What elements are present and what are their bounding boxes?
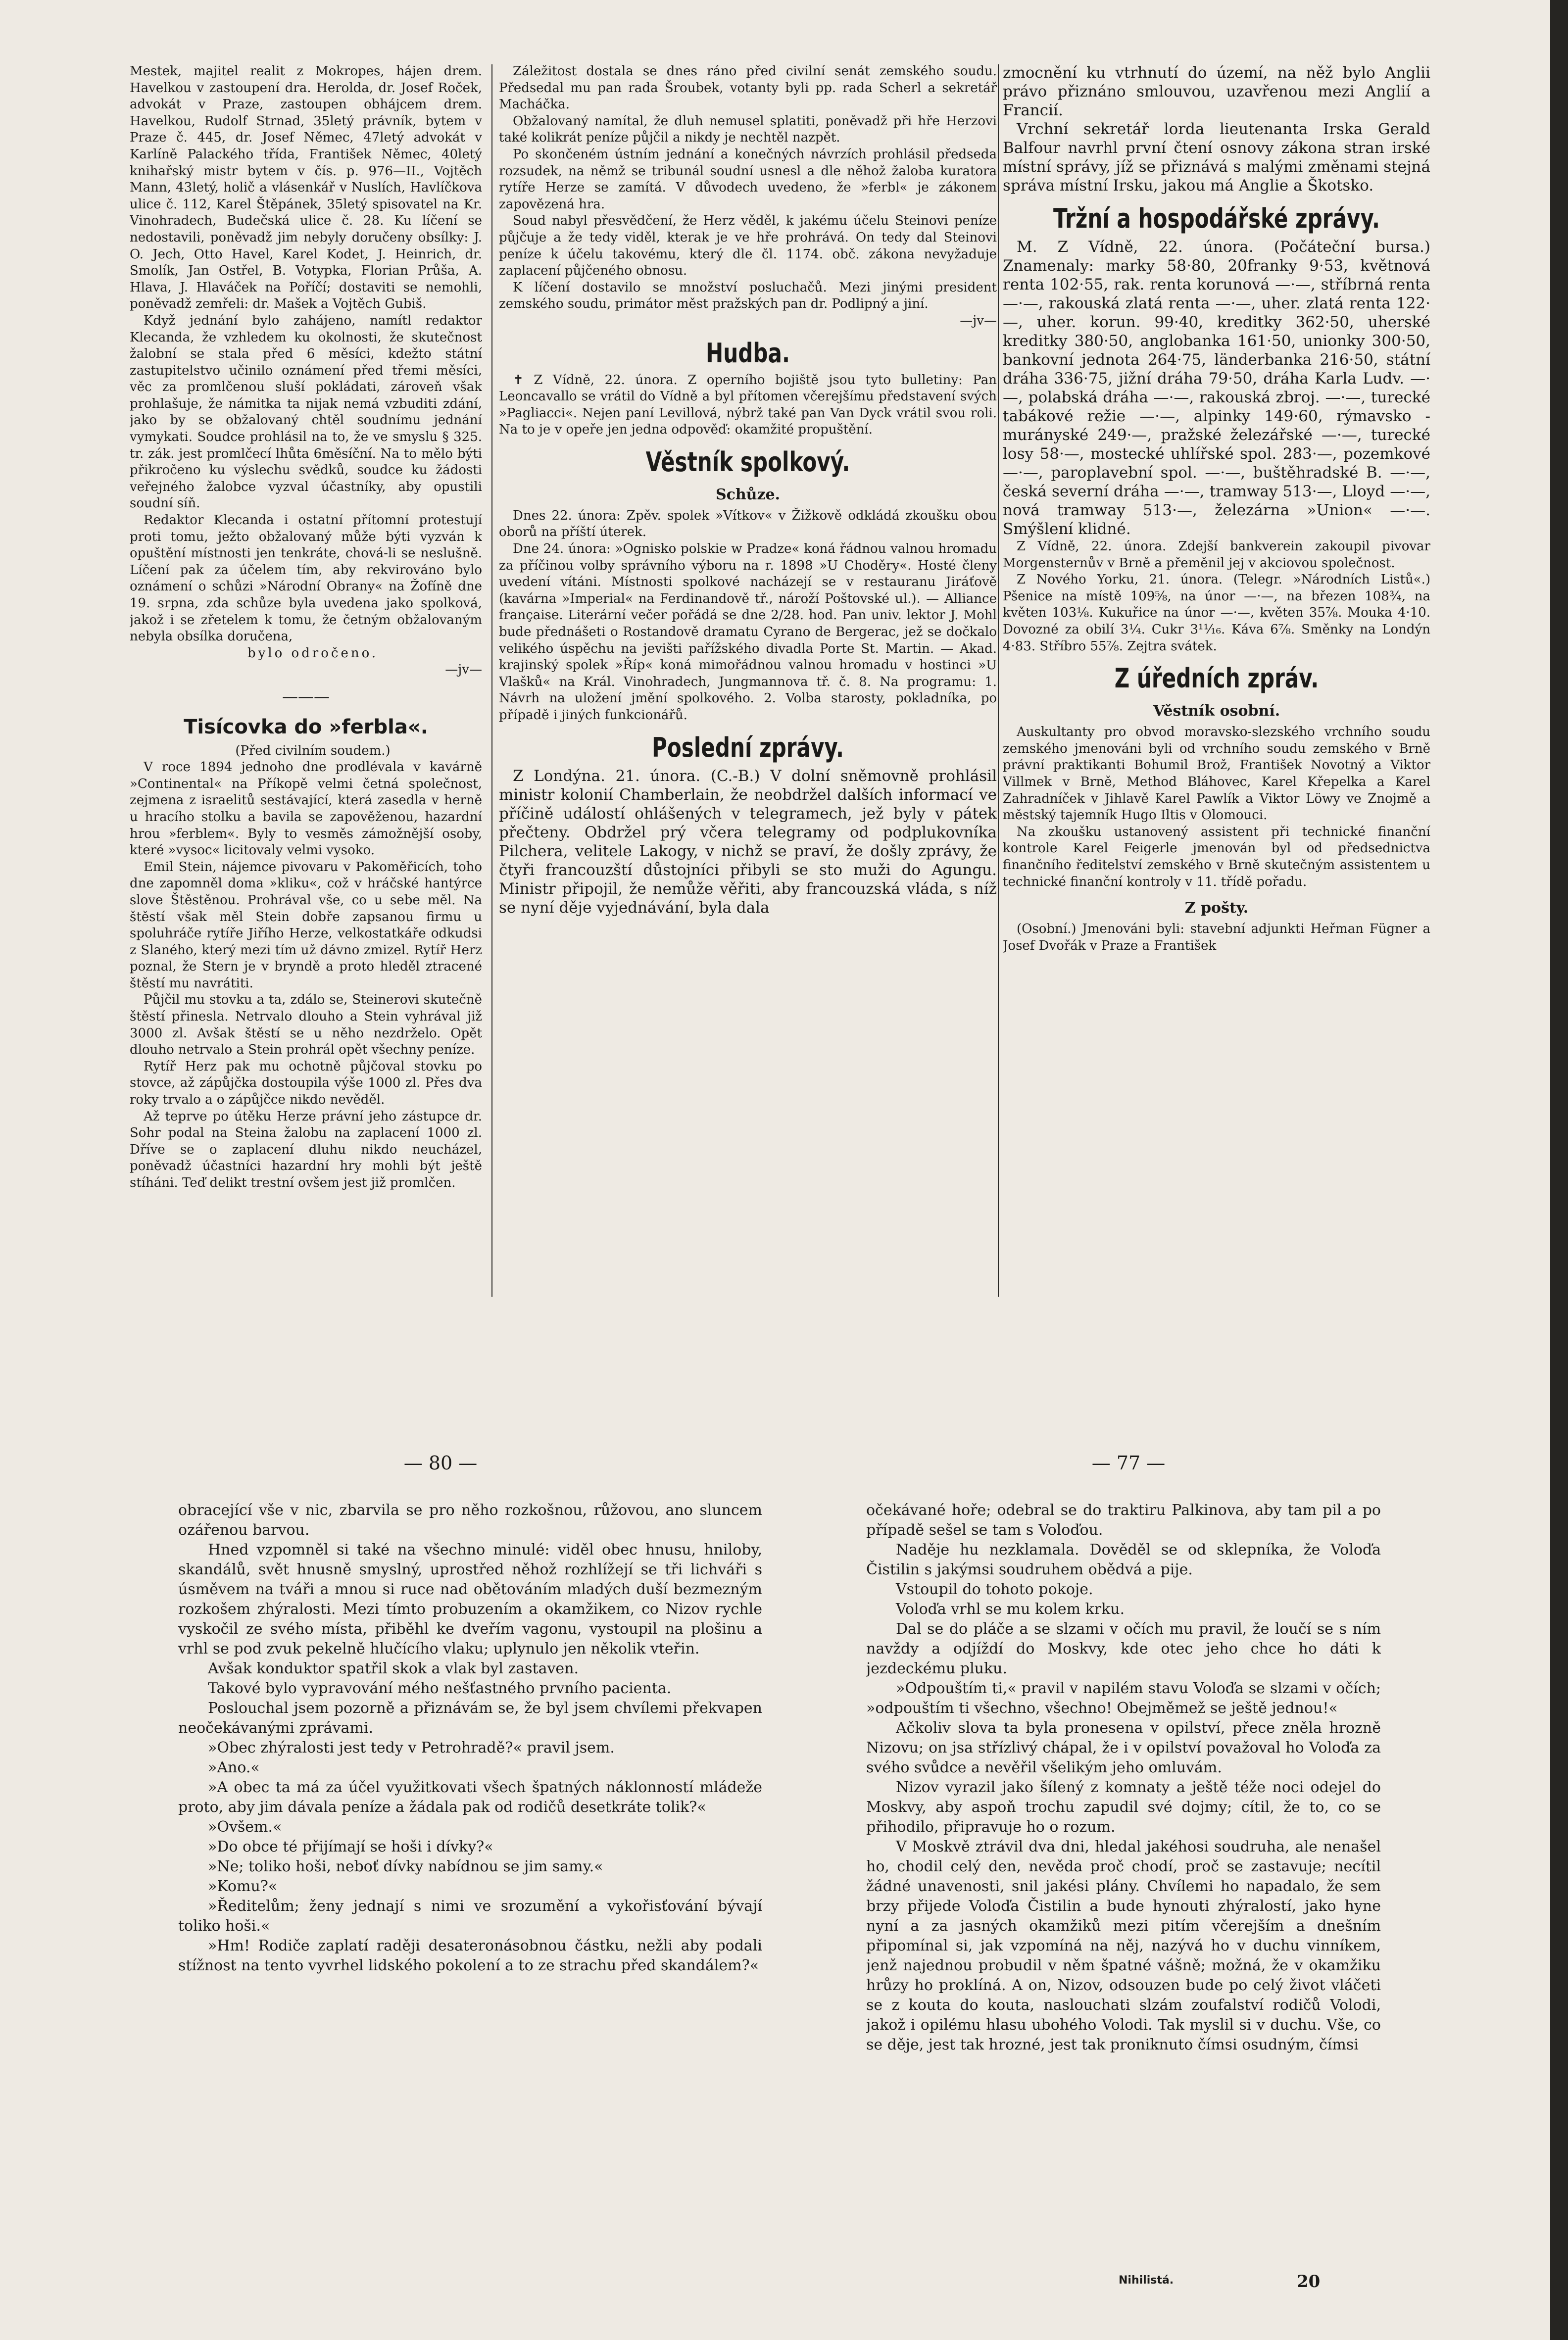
official-news-paragraph: Auskultanty pro obvod moravsko-slezského vrchního soudu zemského jmenováni byli od vrchního soudu zemského v Brně právní praktikanti Bohumil Brož, František Novotný a Viktor Villmek v Brně, Method Bláhovec, Karel Křepelka a Karel Zahradníček v Jihlavě Karel Pawlík a Viktor Löwy ve Znojmě a městský tajemník Hugo Iltis v Olomouci. bbox=[1003, 725, 1430, 823]
article-separator: ——— bbox=[282, 686, 330, 706]
article-subheading: (Před civilním soudem.) bbox=[235, 743, 391, 758]
section-heading-uredni: Z úředních zpráv. bbox=[1114, 663, 1319, 694]
society-news-paragraph: Dne 24. února: »Ognisko polskie w Pradze« koná řádnou valnou hromadu za příčinou volby správního výboru na r. 1898 »U Choděry«. Hosté členy uvedení vítáni. Místnosti spolkové nacházejí se v restauranu Jiráťově (kavárna »Imperial« na Ferdinandově tř., nároží Poštovské ul.). — Alliance française. Literární večer pořádá se dne 2/28. hod. Pan univ. lektor J. Mohl bude přednášeti o Rostandově dramatu Cyrano de Bergerac, jež se dočkalo velikého úspěchu na jevišti pařížského divadla Porte St. Martin. — Akad. krajinský spolek »Říp« koná mimořádnou valnou hromadu v hostinci »U Vlašků« na Král. Vinohradech, Jungmannova tř. č. 8. Na programu: 1. Návrh na uložení jmění spolkového. 2. Volba starosty, pokladníka, po případě i jiných funkcionářů. bbox=[499, 541, 997, 723]
article-heading-tisicovka: Tisícovka do »ferbla«. bbox=[184, 715, 428, 738]
column-rule bbox=[491, 64, 492, 1297]
book-paragraph: obracející vše v nic, zbarvila se pro něho rozkošnou, růžovou, ano sluncem ozářenou barvou. bbox=[178, 1502, 762, 1539]
book-paragraph: Avšak konduktor spatřil skok a vlak byl zastaven. bbox=[208, 1660, 579, 1677]
article-paragraph: Rytíř Herz pak mu ochotně půjčoval stovku po stovce, až zápůjčka dostoupila výše 1000 zl. Přes dva roky trvalo a o zápůjčce nikdo nevěděl. bbox=[130, 1059, 482, 1108]
column-rule bbox=[998, 64, 999, 1297]
newspaper-column-3 bbox=[1003, 63, 1430, 1296]
article-paragraph: K líčení dostavilo se množství posluchačů. Mezi jinými president zemského soudu, primátor měst pražských pan dr. Podlipný a jiní. bbox=[499, 280, 997, 312]
music-news-paragraph: ✝ Z Vídně, 22. února. Z operního bojiště jsou tyto bulletiny: Pan Leoncavallo se vrátil do Vídně a byl přítomen včerejšímu představení svých »Pagliacci«. Nejen paní Levillová, nýbrž také pan Van Dyck vrátil svou roli. Na to je v opeře jen jedna odpověď: okamžité propuštění. bbox=[499, 372, 997, 438]
article-paragraph: Až teprve po útěku Herze právní jeho zástupce dr. Sohr podal na Steina žalobu na zaplacení 1000 zl. Dříve se o zaplacení dluhu nikdo neucházel, poněvadž účastníci hazardní hry mohli být ještě stíháni. Teď delikt trestní ovšem jest již promlčen. bbox=[130, 1109, 482, 1190]
market-report-paragraph: M. Z Vídně, 22. února. (Počáteční bursa.) Znamenaly: marky 58·80, 20franky 9·53, květnová renta 102·55, rak. renta korunová —·—, stříbrná renta —·—, rakouská zlatá renta —·—, uher. zlatá renta 122·—, uher. korun. 99·40, kreditky 362·50, uherské kreditky 380·50, anglobanka 161·50, unionky 300·50, bankovní jednota 264·75, länderbanka 216·50, státní dráha 336·75, jižní dráha 79·50, dráha Karla Ludv. —·—, polabská dráha —·—, rakouská zbroj. —·—, turecké tabákové režie —·—, alpinky 149·60, rýmavsko - murányské 249·—, pražské železářské —·—, turecké losy 58·—, mostecké uhlířské spol. 283·—, pozemkové —·—, paroplavební spol. —·—, buštěhradské B. —·—, česká severní dráha —·—, tramway 513·—, Lloyd —·—, nová tramway 513·—, železárna »Union« —·—. Smýšlení klidné. bbox=[1003, 238, 1430, 538]
book-paragraph: očekávané hoře; odebral se do traktiru Palkinova, aby tam pil a po případě sešel se tam s Voloďou. bbox=[866, 1502, 1381, 1539]
subsection-heading-schuze: Schůze. bbox=[715, 486, 781, 503]
book-paragraph: »Do obce té přijímají se hoši i dívky?« bbox=[208, 1838, 493, 1855]
book-paragraph: »Hm! Rodiče zaplatí raději desateronásobnou částku, nežli aby podali stížnost na tento vyvrhel lidského pokolení a to ze strachu před skandálem?« bbox=[178, 1937, 762, 1974]
section-heading-trzni: Tržní a hospodářské zprávy. bbox=[1053, 203, 1380, 234]
book-paragraph: Naděje hu nezklamala. Dověděl se od sklepníka, že Voloďa Čistilin s jakýmsi soudruhem obědvá a pije. bbox=[866, 1541, 1381, 1578]
newspaper-column-1 bbox=[130, 63, 482, 1197]
right-page-number: — 77 — bbox=[1091, 1452, 1166, 1474]
article-paragraph: Půjčil mu stovku a ta, zdálo se, Steinerovi skutečně štěstí přinesla. Netrvalo dlouho a Stein vyhrával již 3000 zl. Avšak štěstí se u něho nezdrželo. Opět dlouho netrvalo a Stein prohrál opět všechny peníze. bbox=[130, 992, 482, 1058]
market-report-paragraph: Z Vídně, 22. února. Zdejší bankverein zakoupil pivovar Morgensternův v Brně a přeměnil jej v akciovou společnost. bbox=[1003, 539, 1430, 571]
left-page-number: — 80 — bbox=[403, 1452, 478, 1474]
article-paragraph: Emil Stein, nájemce pivovaru v Pakoměřicích, toho dne zapomněl doma »kliku«, což v hráčské hantýrce slove Štěstěnou. Prohrával vše, co u sebe měl. Na štěstí však měl Stein dobře zapsanou firmu u spoluhráče rytíře Jiřího Herze, velkostatkáře odkudsi z Slaného, který mezi tím už dávno zmizel. Rytíř Herz poznal, že Stern je v bryndě a proto hleděl ztracené štěstí mu navrátiti. bbox=[130, 859, 482, 991]
book-paragraph: »Obec zhýralosti jest tedy v Petrohradě?« pravil jsem. bbox=[208, 1739, 615, 1756]
book-paragraph: »Ovšem.« bbox=[208, 1818, 282, 1836]
book-footer-signature: 20 bbox=[1297, 2272, 1321, 2291]
scan-edge-strip bbox=[1550, 0, 1568, 2340]
article-paragraph: Obžalovaný namítal, že dluh nemusel splatiti, poněvadž při hře Herzovi také kolikrát peníze půjčil a nikdy je nechtěl nazpět. bbox=[499, 113, 997, 146]
article-paragraph: V roce 1894 jednoho dne prodlévala v kavárně »Continental« na Příkopě velmi četná společnost, zejmena z israelitů sestávající, která zasedla v herně u hracího stolku a bavila se zapověženou, hazardní hrou »ferblem«. Byly to vesměs zámožnější osoby, které »vysoc« licitovaly velmi vysoko. bbox=[130, 760, 482, 858]
court-report-paragraph: Redaktor Klecanda i ostatní přítomní protestují proti tomu, ježto obžalovaný může býti vyzván k opuštění místnosti jen tenkráte, chová-li se neslušně. Líčení pak za účelem tím, aby rekvirováno bylo oznámení o schůzi »Národní Obrany« na Žofíně dne 19. srpna, zda schůze byla uvedena jako spolková, jakož i se zřetelem k tomu, že četným obžalovaným nebyla obsílka doručena, bbox=[130, 513, 482, 644]
book-paragraph: »Ano.« bbox=[208, 1759, 260, 1776]
court-report-adjourned: bylo odročeno. bbox=[247, 645, 379, 661]
book-paragraph: »Ne; toliko hoši, neboť dívky nabídnou se jim samy.« bbox=[208, 1858, 603, 1875]
book-paragraph: »A obec ta má za účel využitkovati všech špatných náklonností mládeže proto, aby jim dávala peníze a žádala pak od rodičů desetkráte tolik?« bbox=[178, 1779, 762, 1816]
book-paragraph: Hned vzpomněl si také na všechno minulé: viděl obec hnusu, hniloby, skandálů, svět hnusně smyslný, uprostřed něhož rozhlížejí se tři lichváři s úsměvem na tváři a mnou si ruce nad obětováním mladých duší bezmezným rozkošem zhýralosti. Mezi tímto probuzením a okamžikem, co Nizov rychle vyskočil ze svého místa, přiběhl ke dveřím vagonu, vystoupil na plošinu a vrhl se pod zvuk pekelně hlučícího vlaku; uplynulo jen několik vteřin. bbox=[178, 1541, 762, 1658]
official-news-paragraph: (Osobní.) Jmenováni byli: stavební adjunkti Heřman Fügner a Josef Dvořák v Praze a František bbox=[1003, 922, 1430, 953]
court-report-lead: Mestek, majitel realit z Mokropes, hájen drem. Havelkou v zastoupení dra. Herolda, dr. Josef Roček, advokát v Praze, zastoupen obhájcem drem. Havelkou, Rudolf Strnad, 35letý právník, bytem v Praze č. 445, dr. Josef Němec, 47letý advokát v Karlíně Palackého třída, František Němec, 40letý knihařský mistr bytem v čís. p. 976—II., Vojtěch Mann, 43letý, holič a vlásenkář v Nuslích, Havlíčkova ulice č. 112, Karel Štěpánek, 35letý spisovatel na Kr. Vinohradech, Budečská ulice č. 28. Ku líčení se nedostavili, poněvadž jim nebyly doručeny obsílky: J. O. Jech, Otto Havel, Karel Kodet, J. Heinrich, dr. Smolík, Jan Ostřel, B. Votypka, Florian Průša, A. Hlava, J. Hlaváček na Poříčí; dostaviti se nemohli, poněvadž zemřeli: dr. Mašek a Vojtěch Gubiš. bbox=[130, 64, 482, 312]
book-paragraph: Voloďa vrhl se mu kolem krku. bbox=[896, 1601, 1125, 1618]
book-paragraph: Takové bylo vypravování mého nešťastného prvního pacienta. bbox=[208, 1680, 672, 1697]
official-news-paragraph: Na zkoušku ustanovený assistent při technické finanční kontrole Karel Feigerle jmenován byl od předsednictva finančního ředitelství zemského v Brně skutečným assistentem u technické finanční kontroly v 11. třídě pořadu. bbox=[1003, 824, 1430, 889]
market-report-paragraph: Z Nového Yorku, 21. února. (Telegr. »Národních Listů«.) Pšenice na místě 109⅝, na únor —·—, na březen 108¾, na květen 103⅛. Kukuřice na únor —·—, květen 35⅞. Mouka 4·10. Dovozné za obilí 3¼. Cukr 3¹¹⁄₁₆. Káva 6⅞. Směnky na Londýn 4·83. Stříbro 55⅞. Zejtra svátek. bbox=[1003, 572, 1430, 654]
article-paragraph: Vrchní sekretář lorda lieutenanta Irska Gerald Balfour navrhl první čtení osnovy zákona stran irské místní správy, jíž se přiznává s malými změnami stejná správa místní Irsku, jakou má Anglie a Škotsko. bbox=[1003, 120, 1430, 195]
article-paragraph: Soud nabyl přesvědčení, že Herz věděl, k jakému účelu Steinovi peníze půjčuje a že tedy viděl, kterak je ve hře prohrává. On tedy dal Steinovi peníze k účelu takovému, který dle čl. 1174. obč. zákona nevyžaduje zaplacení půjčeného obnosu. bbox=[499, 213, 997, 279]
book-paragraph: Nizov vyrazil jako šílený z komnaty a ještě téže noci odejel do Moskvy, aby aspoň trochu zapudil své dojmy; cítil, že to, co se přihodilo, připravuje ho o rozum. bbox=[866, 1779, 1381, 1836]
article-paragraph: Záležitost dostala se dnes ráno před civilní senát zemského soudu. Předsedal mu pan rada Šroubek, votanty byli pp. rada Scherl a sekretář Macháčka. bbox=[499, 64, 997, 112]
section-heading-spolkovy: Věstník spolkový. bbox=[645, 446, 850, 478]
book-footer-title: Nihilistá. bbox=[1119, 2274, 1174, 2287]
book-paragraph: »Komu?« bbox=[208, 1878, 278, 1895]
book-paragraph: V Moskvě ztrávil dva dni, hledal jakéhosi soudruha, ale nenašel ho, chodil celý den, nevěda proč chodí, proč se zastavuje; necítil žádné unavenosti, snil jakési plány. Chvílemi ho napadalo, že sem brzy přijede Voloďa Čistilin a bude hynouti zhýralostí, jako hyne nyní a za jasných okamžiků mezi pitím včerejším a dnešním připomínal si, jak vzpomíná na něj, nazývá ho v duchu vinníkem, jenž najednou probudil v něm špatné vášně; možná, že v okamžiku hrůzy ho proklíná. A on, Nizov, odsouzen bude po celý život vláčeti se z kouta do kouta, naslouchati slzám zoufalství rodičů Volodi, jakož i opilému hlasu ubohého Volodi. Tak myslil si v duchu. Vše, co se děje, jest tak hrozné, jest tak proniknuto čímsi osudným, čímsi bbox=[866, 1838, 1381, 2053]
section-heading-hudba: Hudba. bbox=[706, 337, 790, 369]
section-heading-posledni: Poslední zprávy. bbox=[651, 731, 844, 763]
book-paragraph: Poslouchal jsem pozorně a přiznávám se, že byl jsem chvílemi překvapen neočekávanými zprávami. bbox=[178, 1700, 762, 1737]
article-paragraph: Po skončeném ústním jednání a konečných návrzích prohlásil předseda rozsudek, na němž se tribunál soudní usnesl a dle něhož žaloba kuratora rytíře Herze se zamítá. V důvodech uvedeno, že »ferbl« je zákonem zapovězená hra. bbox=[499, 146, 997, 212]
book-paragraph: »Ředitelům; ženy jednají s nimi ve srozumění a vykořisťování bývají toliko hoši.« bbox=[178, 1898, 762, 1935]
subsection-heading-posty: Z pošty. bbox=[1184, 899, 1249, 917]
book-paragraph: Vstoupil do tohoto pokoje. bbox=[896, 1581, 1093, 1598]
subsection-heading-osobni: Věstník osobní. bbox=[1153, 702, 1280, 720]
court-report-paragraph: Když jednání bylo zahájeno, namítl redaktor Klecanda, že vzhledem ku okolnosti, že skutečnost žalobní se stala před 6 měsíci, kdežto státní zastupitelstvo učinilo oznámení před třemi měsíci, věc za promlčenou sluší pokládati, zároveň však prohlašuje, že námitka ta nijak nemá vzbuditi zdání, jako by se obžalovaný chtěl soudnímu jednání vymykati. Soudce prohlásil na to, že ve smyslu § 325. tr. zák. jest promlčecí lhůta 6měsíční. Na to mělo býti přikročeno ku výslechu svědků, soudce ku žádosti veřejného žalobce vyzval účastníky, aby opustili soudní síň. bbox=[130, 313, 482, 511]
book-paragraph: Dal se do pláče a se slzami v očích mu pravil, že loučí se s ním navždy a odjíždí do Moskvy, kde otec jeho chce ho dáti k jezdeckému pluku. bbox=[866, 1620, 1381, 1677]
newspaper-column-2 bbox=[499, 63, 997, 1296]
book-right-page bbox=[866, 1501, 1381, 2258]
book-paragraph: Ačkoliv slova ta byla pronesena v opilství, přece zněla hrozně Nizovu; on jsa střízlivý chápal, že i v opilství považoval ho Voloďa za svého svůdce a nevěřil všelikým jeho omluvám. bbox=[866, 1719, 1381, 1776]
society-news-paragraph: Dnes 22. února: Zpěv. spolek »Vítkov« v Žižkově odkládá zkoušku obou oborů na příští úterek. bbox=[499, 508, 997, 540]
book-left-page bbox=[178, 1501, 762, 2273]
court-report-signature: —jv— bbox=[445, 662, 482, 678]
article-signature: —jv— bbox=[960, 313, 997, 328]
article-paragraph: zmocnění ku vtrhnutí do území, na něž bylo Anglii právo přiznáno smlouvou, uzavřenou mezi Anglií a Francií. bbox=[1003, 64, 1430, 119]
latest-news-paragraph: Z Londýna. 21. února. (C.-B.) V dolní sněmovně prohlásil ministr kolonií Chamberlain, že neobdržel dalších informací ve příčině událostí ohlášených v telegramech, jež byly v pátek přečteny. Obdržel prý včera telegramy od podplukovníka Pilchera, velitele Lakogy, v nichž se praví, že došly zprávy, že čtyři francouzští důstojníci přibyli se sto muži do Agungu. Ministr připojil, že nemůže věřiti, aby francouzská vláda, s níž se nyní děje vyjednávání, byla dala bbox=[499, 767, 997, 917]
book-paragraph: »Odpouštím ti,« pravil v napilém stavu Voloďa se slzami v očích; »odpouštím ti všechno, všechno! Obejměmež se ještě jednou!« bbox=[866, 1680, 1381, 1717]
